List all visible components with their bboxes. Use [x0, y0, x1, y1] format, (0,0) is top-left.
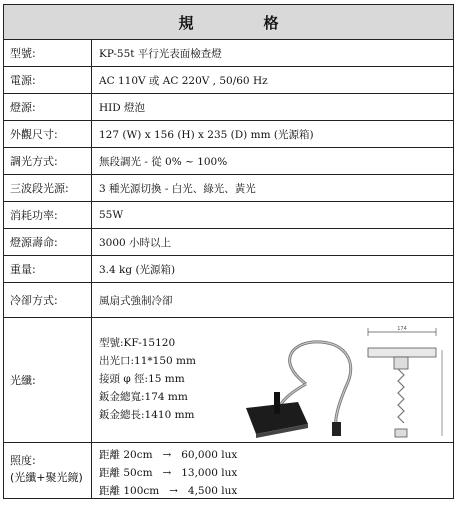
- spec-table: [3, 4, 454, 499]
- row-light-source: [4, 175, 453, 202]
- value-consumption: 55W: [99, 209, 124, 221]
- fiber-spec-line: 接頭 φ 徑:15 mm: [99, 373, 185, 385]
- value-dimming: 無段調光 - 從 0% ~ 100%: [99, 155, 228, 168]
- row-dimensions: [4, 121, 453, 148]
- fiber-spec-line: 鈑金總長:1410 mm: [99, 409, 195, 421]
- label-light-source: 三波段光源:: [4, 175, 92, 201]
- label-lamp: 燈源:: [4, 94, 92, 120]
- value-power: AC 110V 或 AC 220V , 50/60 Hz: [99, 74, 268, 87]
- fiber-spec-line: 出光口:11*150 mm: [99, 355, 196, 367]
- value-lamp: HID 燈泡: [99, 101, 146, 114]
- label-fiber: 光纖:: [4, 318, 92, 442]
- value-weight: 3.4 kg (光源箱): [99, 263, 176, 276]
- row-weight: [4, 256, 453, 283]
- value-lifetime: 3000 小時以上: [99, 236, 172, 249]
- value-cooling: 風扇式強制冷卻: [99, 294, 173, 307]
- row-consumption: [4, 202, 453, 229]
- label-power: 電源:: [4, 67, 92, 93]
- fiber-spec-line: 鈑金總寬:174 mm: [99, 391, 188, 403]
- fiber-spec-line: 型號:KF-15120: [99, 337, 176, 349]
- value-model: KP-55t 平行光表面檢查燈: [99, 47, 222, 60]
- label-consumption: 消耗功率:: [4, 202, 92, 228]
- row-power: [4, 67, 453, 94]
- row-model: [4, 40, 453, 67]
- row-illumination: [4, 443, 453, 498]
- label-model: 型號:: [4, 40, 92, 66]
- row-fiber: [4, 318, 453, 443]
- illumination-line: 距離 50cm → 13,000 lux: [99, 467, 238, 479]
- value-dimensions: 127 (W) x 156 (H) x 235 (D) mm (光源箱): [99, 128, 314, 141]
- spec-title: 規格: [4, 5, 453, 40]
- illumination-line: 距離 100cm → 4,500 lux: [99, 485, 238, 497]
- value-light-source: 3 種光源切換 - 白光、綠光、黃光: [99, 182, 256, 195]
- label-dimming: 調光方式:: [4, 148, 92, 174]
- fiber-specs: [99, 334, 196, 424]
- label-illumination: 照度: (光纖+聚光鏡): [4, 443, 92, 498]
- row-lamp: [4, 94, 453, 121]
- label-weight: 重量:: [4, 256, 92, 282]
- row-lifetime: [4, 229, 453, 256]
- label-lifetime: 燈源壽命:: [4, 229, 92, 255]
- illumination-values: [99, 446, 237, 500]
- illumination-line: 距離 20cm → 60,000 lux: [99, 449, 238, 461]
- row-cooling: [4, 283, 453, 318]
- fiber-light-guide-image: [236, 322, 451, 440]
- label-cooling: 冷卻方式:: [4, 283, 92, 317]
- label-dimensions: 外觀尺寸:: [4, 121, 92, 147]
- row-dimming: [4, 148, 453, 175]
- diagram-width-label: 174: [397, 326, 407, 332]
